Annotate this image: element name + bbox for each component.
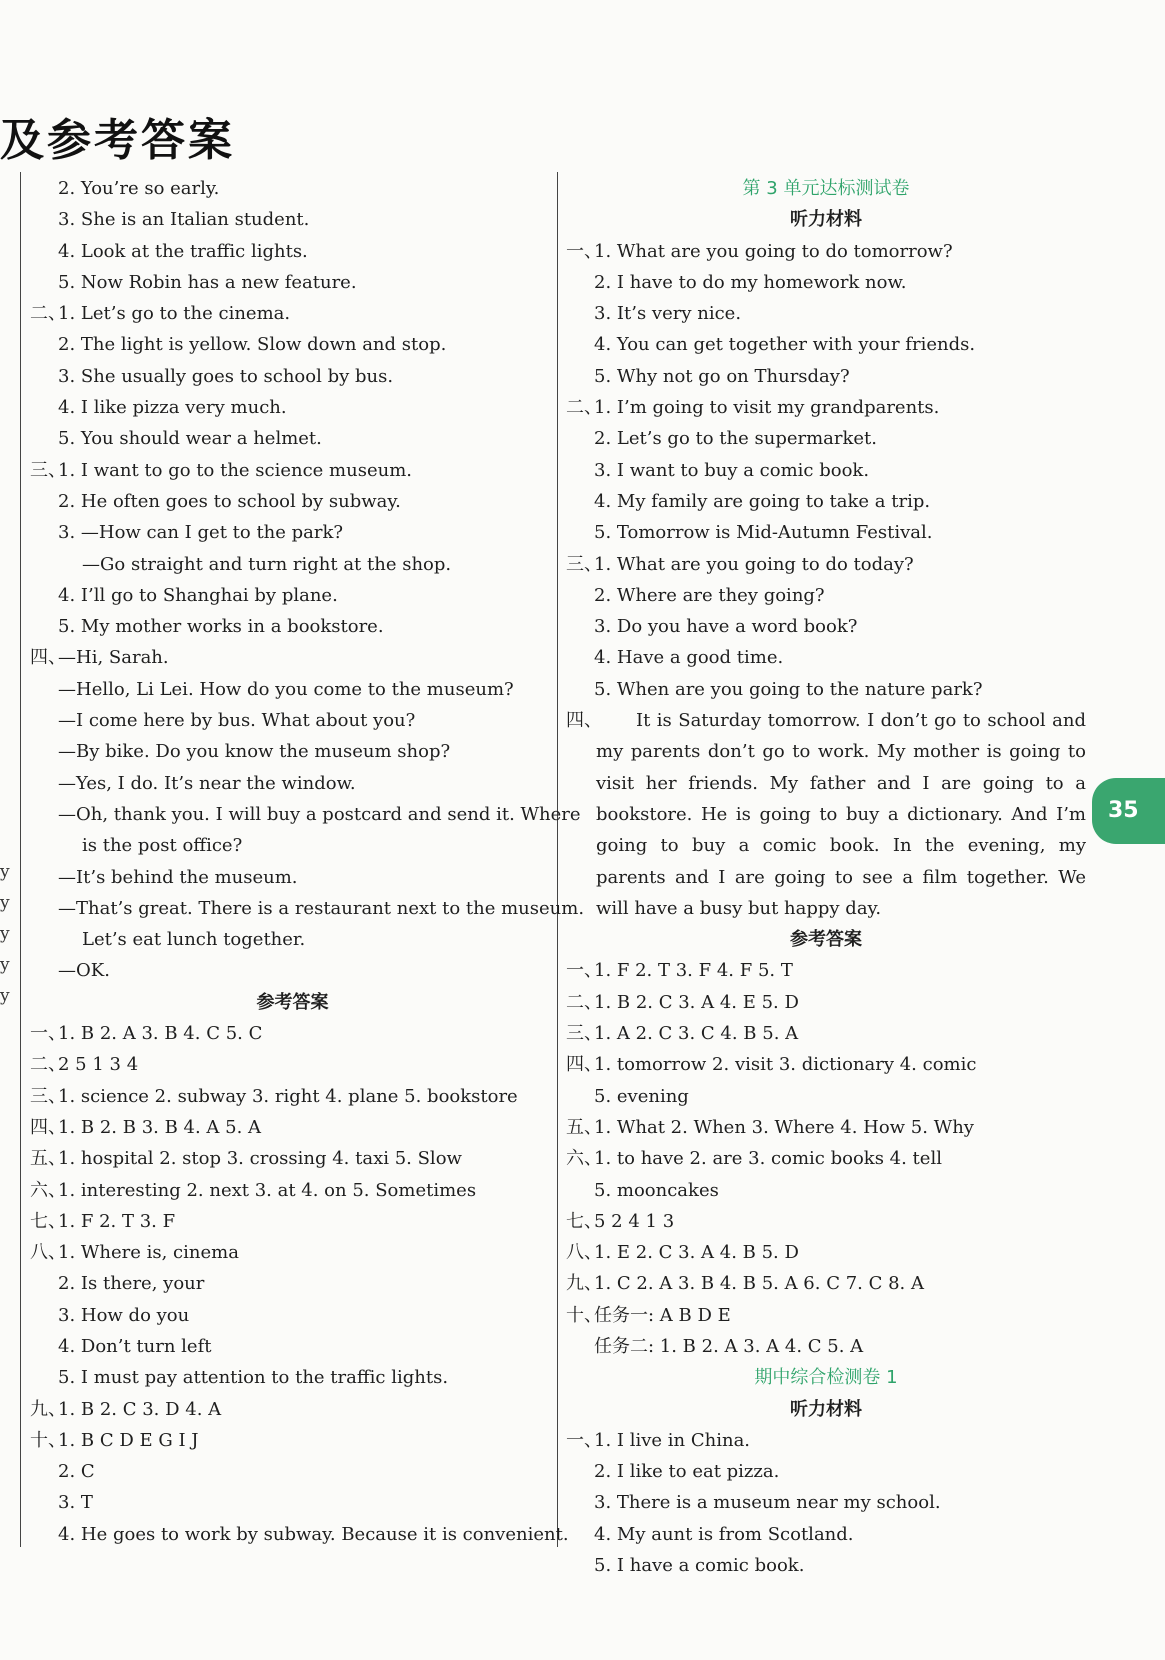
edge-letter: y <box>0 893 10 913</box>
answer-line: —It’s behind the museum. <box>58 866 298 888</box>
answer-line: 2. You’re so early. <box>58 178 220 199</box>
section-number: 七、 <box>566 1210 602 1232</box>
section-number: 一、 <box>30 1023 66 1045</box>
section-number: 三、 <box>566 1023 602 1045</box>
question-line <box>30 1175 555 1206</box>
answer-line: —That’s great. There is a restaurant next to the museum. <box>58 897 585 919</box>
question-text: 1. What 2. When 3. Where 4. How 5. Why <box>594 1116 974 1138</box>
section-number: 四、 <box>30 1116 66 1138</box>
question-line <box>30 1018 555 1049</box>
question-text: 1. tomorrow 2. visit 3. dictionary 4. comic <box>594 1054 977 1076</box>
answer-line: 4. He goes to work by subway. Because it is convenient. <box>58 1523 569 1545</box>
answer-line: 2. I like to eat pizza. <box>594 1461 780 1483</box>
question-text: 1. F 2. T 3. F <box>58 1210 176 1232</box>
answer-line: —Go straight and turn right at the shop. <box>82 553 452 575</box>
answer-line: —By bike. Do you know the museum shop? <box>58 741 451 763</box>
section-number: 五、 <box>30 1148 66 1170</box>
question-line <box>566 1425 1086 1456</box>
answer-line: 5. mooncakes <box>594 1179 719 1201</box>
right-column <box>566 173 1086 1581</box>
answer-line: 3. I want to buy a comic book. <box>594 459 870 481</box>
passage-text: It is Saturday tomorrow. I don’t go to school and my parents don’t go to work. My mother is going to visit her friends. My father and I are going to a bookstore. He is going to buy a dictionary. And I’m going to buy a comic book. In the evening, my parents and I are going to see a film together. We will have a busy but happy day. <box>596 710 1086 919</box>
question-line <box>566 1237 1086 1268</box>
left-column <box>30 173 585 1550</box>
question-line <box>30 1081 555 1112</box>
question-line <box>566 1268 1086 1299</box>
answer-line: 3. T <box>58 1492 93 1514</box>
edge-letter: y <box>0 924 10 944</box>
section-number: 一、 <box>566 240 602 262</box>
answer-line: 3. There is a museum near my school. <box>594 1492 941 1514</box>
section-number: 八、 <box>30 1242 66 1264</box>
question-text: 1. What are you going to do today? <box>594 553 914 575</box>
question-text: 1. B 2. C 3. A 4. E 5. D <box>594 991 799 1013</box>
question-line <box>566 392 1086 423</box>
question-text: 5 2 4 1 3 <box>594 1210 675 1232</box>
section-heading: 听力材料 <box>790 1398 862 1420</box>
answer-line: —I come here by bus. What about you? <box>58 710 416 732</box>
answer-line: 4. You can get together with your friends. <box>594 334 976 356</box>
section-number: 三、 <box>30 1085 66 1107</box>
page-number-tab: 35 <box>1092 778 1165 844</box>
question-text: 1. Where is, cinema <box>58 1242 239 1264</box>
section-number: 二、 <box>566 397 602 419</box>
answer-line: 4. My aunt is from Scotland. <box>594 1523 854 1545</box>
question-line <box>566 1018 1086 1049</box>
answer-line: 2. I have to do my homework now. <box>594 271 907 293</box>
answer-line: 2. Let’s go to the supermarket. <box>594 428 878 450</box>
section-number: 二、 <box>30 303 66 325</box>
answer-line: 3. She is an Italian student. <box>58 209 310 231</box>
question-text: 1. B 2. A 3. B 4. C 5. C <box>58 1023 263 1045</box>
answer-line: 5. When are you going to the nature park? <box>594 678 983 700</box>
question-line <box>566 1049 1086 1080</box>
answer-line: 2. Where are they going? <box>594 584 825 606</box>
question-line <box>30 1112 555 1143</box>
question-line <box>30 1206 555 1237</box>
page-header-title: 及参考答案 <box>0 115 235 166</box>
section-number: 十、 <box>566 1304 602 1326</box>
question-line <box>30 1237 555 1268</box>
question-text: 1. to have 2. are 3. comic books 4. tell <box>594 1148 942 1170</box>
question-text: 1. I want to go to the science museum. <box>58 459 412 481</box>
edge-letter: y <box>0 862 10 882</box>
question-line <box>30 1143 555 1174</box>
answer-line: 3. It’s very nice. <box>594 303 742 325</box>
question-line <box>566 1112 1086 1143</box>
unit-title: 期中综合检测卷 1 <box>754 1367 898 1389</box>
question-line <box>566 1300 1086 1331</box>
question-line <box>566 549 1086 580</box>
section-heading: 参考答案 <box>256 991 329 1013</box>
answer-line: 2. The light is yellow. Slow down and stop. <box>58 334 447 356</box>
answer-line: 任务二: 1. B 2. A 3. A 4. C 5. A <box>594 1335 864 1357</box>
question-text: 1. hospital 2. stop 3. crossing 4. taxi 5. Slow <box>58 1148 462 1170</box>
answer-line: 5. My mother works in a bookstore. <box>58 616 384 638</box>
section-number: 九、 <box>566 1273 602 1295</box>
answer-line: —Oh, thank you. I will buy a postcard and send it. Where <box>58 803 581 825</box>
section-number: 四、 <box>30 647 66 669</box>
answer-line: —Yes, I do. It’s near the window. <box>58 772 356 794</box>
question-line <box>30 642 555 673</box>
answer-line: 4. Don’t turn left <box>58 1335 212 1357</box>
section-number: 二、 <box>30 1054 66 1076</box>
answer-line: 5. You should wear a helmet. <box>58 428 322 450</box>
edge-letter: y <box>0 955 10 975</box>
question-text: 1. What are you going to do tomorrow? <box>594 240 953 262</box>
answer-line: Let’s eat lunch together. <box>82 929 306 951</box>
question-text: 1. I live in China. <box>594 1429 751 1451</box>
answer-line: 4. My family are going to take a trip. <box>594 490 931 512</box>
question-text: 2 5 1 3 4 <box>58 1054 139 1076</box>
section-number: 四、 <box>566 1054 602 1076</box>
answer-line: —Hello, Li Lei. How do you come to the museum? <box>58 678 514 700</box>
section-number: 七、 <box>30 1210 66 1232</box>
answer-line: 4. I’ll go to Shanghai by plane. <box>58 584 338 606</box>
answer-line: 4. Have a good time. <box>594 647 784 669</box>
section-number: 二、 <box>566 991 602 1013</box>
answer-line: 4. Look at the traffic lights. <box>58 240 308 262</box>
answer-line: 3. She usually goes to school by bus. <box>58 365 394 387</box>
answer-line: is the post office? <box>82 835 243 857</box>
section-number: 六、 <box>30 1179 66 1201</box>
question-text: 1. E 2. C 3. A 4. B 5. D <box>594 1242 799 1264</box>
question-line <box>30 298 555 329</box>
answer-line: 5. Now Robin has a new feature. <box>58 271 357 293</box>
question-text: 1. B 2. C 3. D 4. A <box>58 1398 222 1420</box>
answer-line: 5. Why not go on Thursday? <box>594 365 850 387</box>
question-text: 任务一: A B D E <box>594 1304 731 1326</box>
answer-line: 2. C <box>58 1461 95 1483</box>
question-line <box>566 1206 1086 1237</box>
question-text: 1. C 2. A 3. B 4. B 5. A 6. C 7. C 8. A <box>594 1273 924 1295</box>
section-heading: 听力材料 <box>790 209 862 231</box>
section-number: 十、 <box>30 1429 66 1451</box>
unit-title: 第 3 单元达标测试卷 <box>742 178 910 199</box>
answer-line: —OK. <box>58 960 110 982</box>
question-text: 1. A 2. C 3. C 4. B 5. A <box>594 1023 799 1045</box>
question-line <box>566 955 1086 986</box>
answer-line: 5. I must pay attention to the traffic lights. <box>58 1367 449 1389</box>
section-number: 九、 <box>30 1398 66 1420</box>
question-text: 1. F 2. T 3. F 4. F 5. T <box>594 960 793 982</box>
section-number: 三、 <box>30 459 66 481</box>
answer-line: 2. He often goes to school by subway. <box>58 490 401 512</box>
section-heading: 参考答案 <box>790 929 862 951</box>
question-line <box>30 1394 555 1425</box>
question-line <box>566 987 1086 1018</box>
section-number: 六、 <box>566 1148 602 1170</box>
passage-four <box>566 705 1086 924</box>
passage-mark: 四、 <box>566 710 602 732</box>
question-line <box>566 1143 1086 1174</box>
question-line <box>566 236 1086 267</box>
question-text: 1. B 2. B 3. B 4. A 5. A <box>58 1116 262 1138</box>
answer-line: 5. I have a comic book. <box>594 1555 805 1577</box>
question-line <box>30 1425 555 1456</box>
edge-letter: y <box>0 986 10 1006</box>
answer-line: 2. Is there, your <box>58 1273 205 1295</box>
section-number: 三、 <box>566 553 602 575</box>
left-margin-rule <box>20 172 21 1547</box>
question-text: —Hi, Sarah. <box>58 647 169 669</box>
question-text: 1. I’m going to visit my grandparents. <box>594 397 940 419</box>
question-text: 1. interesting 2. next 3. at 4. on 5. Sometimes <box>58 1179 477 1201</box>
section-number: 五、 <box>566 1116 602 1138</box>
question-text: 1. science 2. subway 3. right 4. plane 5. bookstore <box>58 1085 518 1107</box>
answer-line: 5. evening <box>594 1085 689 1107</box>
question-line <box>30 455 555 486</box>
question-text: 1. B C D E G I J <box>58 1429 199 1451</box>
question-text: 1. Let’s go to the cinema. <box>58 303 291 325</box>
answer-line: 3. How do you <box>58 1304 190 1326</box>
column-divider <box>557 172 558 1547</box>
section-number: 一、 <box>566 1429 602 1451</box>
section-number: 八、 <box>566 1242 602 1264</box>
answer-line: 5. Tomorrow is Mid-Autumn Festival. <box>594 522 933 544</box>
question-line <box>30 1049 555 1080</box>
answer-line: 3. —How can I get to the park? <box>58 522 344 544</box>
section-number: 一、 <box>566 960 602 982</box>
answer-line: 4. I like pizza very much. <box>58 397 287 419</box>
answer-line: 3. Do you have a word book? <box>594 616 858 638</box>
